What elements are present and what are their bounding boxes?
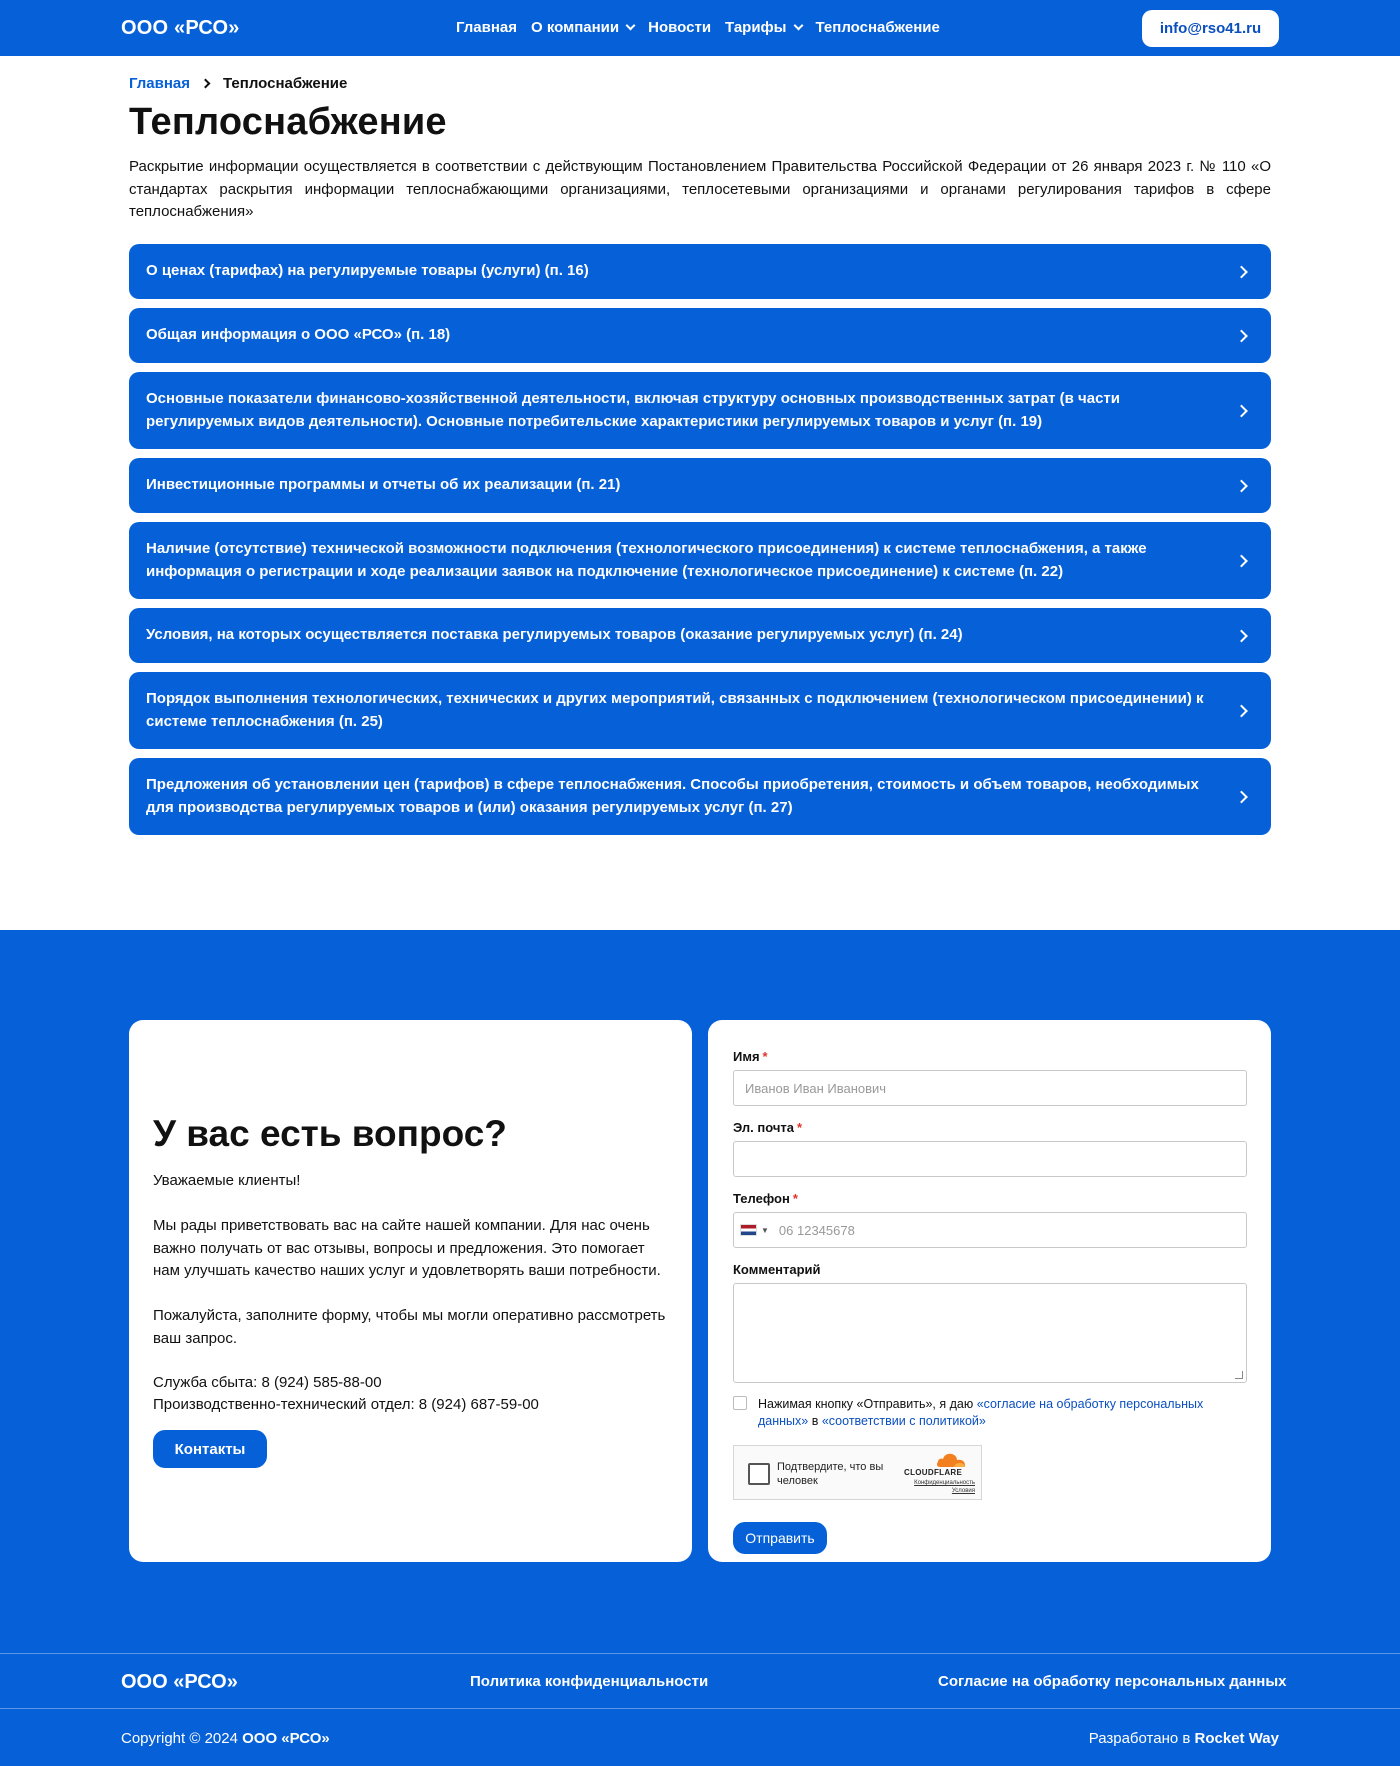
cloudflare-logo-icon: [936, 1452, 966, 1468]
required-mark: *: [792, 1191, 798, 1206]
phone-input[interactable]: [733, 1212, 1247, 1248]
chevron-right-icon: [201, 79, 211, 89]
accordion-item-label: Порядок выполнения технологических, технических и других мероприятий, связанных с подключением (технологическом присоединении) к системе теплоснабжения (п. 25): [146, 690, 1204, 730]
email-input[interactable]: [733, 1141, 1247, 1177]
accordion-item[interactable]: [129, 608, 1271, 663]
required-mark: *: [797, 1120, 803, 1135]
chevron-right-icon: [1235, 265, 1248, 278]
accordion-item[interactable]: [129, 244, 1271, 299]
header-logo[interactable]: ООО «РСО»: [121, 17, 240, 39]
dev-prefix: Разработано в: [1088, 1730, 1195, 1747]
accordion-item[interactable]: [129, 458, 1271, 513]
chevron-down-icon: [626, 20, 636, 30]
accordion-item[interactable]: [129, 672, 1271, 749]
chevron-right-icon: [1235, 790, 1248, 803]
developer-credit: [1089, 1730, 1279, 1747]
copyright: [121, 1730, 330, 1747]
chevron-right-icon: [1235, 629, 1248, 642]
consent-checkbox[interactable]: [733, 1396, 747, 1410]
consent-link[interactable]: «согласие на обработку персональных данных»: [758, 1397, 1204, 1428]
accordion-item[interactable]: [129, 522, 1271, 599]
required-mark: *: [762, 1049, 768, 1064]
policy-link[interactable]: «соответствии с политикой»: [821, 1414, 986, 1428]
question-paragraph: Пожалуйста, заполните форму, чтобы мы могли оперативно рассмотреть ваш запрос.: [153, 1307, 666, 1347]
question-card: [129, 1020, 692, 1562]
captcha-privacy-link[interactable]: Конфиденциальность: [914, 1480, 975, 1486]
chevron-right-icon: [1235, 704, 1248, 717]
captcha-links: [902, 1479, 975, 1495]
captcha-checkbox[interactable]: [748, 1463, 770, 1485]
label-text: Телефон: [733, 1191, 790, 1206]
footer-privacy-link[interactable]: Политика конфиденциальности: [470, 1673, 709, 1690]
breadcrumb-current: Теплоснабжение: [223, 75, 348, 92]
chevron-right-icon: [1235, 479, 1248, 492]
copyright-company: ООО «РСО»: [242, 1730, 330, 1747]
phone-label: [733, 1191, 798, 1206]
name-input[interactable]: Иванов Иван Иванович: [733, 1070, 1247, 1106]
accordion-item[interactable]: [129, 758, 1271, 835]
chevron-down-icon: [793, 20, 803, 30]
nav-item-news[interactable]: [648, 19, 711, 36]
accordion-item-label: Основные показатели финансово-хозяйственной деятельности, включая структуру основных производственных затрат (в части регулируемых видов деятельности). Основные потребительские характеристики регулируемых товаров и услуг (п. 19): [146, 390, 1121, 430]
accordion-item[interactable]: [129, 308, 1271, 363]
email-button[interactable]: info@rso41.ru: [1142, 10, 1279, 47]
accordion-item-label: Общая информация о ООО «РСО» (п. 18): [146, 326, 451, 344]
label-text: Эл. почта: [733, 1120, 795, 1135]
comment-label: Комментарий: [733, 1262, 821, 1277]
breadcrumb-home-link[interactable]: Главная: [129, 75, 191, 92]
contacts-button[interactable]: Контакты: [153, 1430, 267, 1468]
footer-consent-link[interactable]: Согласие на обработку персональных данных: [938, 1673, 1287, 1690]
resize-handle-icon[interactable]: [1235, 1371, 1243, 1379]
submit-button[interactable]: Отправить: [733, 1522, 827, 1554]
consent-prefix: Нажимая кнопку «Отправить», я даю: [758, 1397, 977, 1411]
country-flag-icon[interactable]: [740, 1224, 757, 1236]
footer-divider: [0, 1653, 1400, 1654]
consent-mid: в: [808, 1414, 822, 1428]
accordion-item-label: О ценах (тарифах) на регулируемые товары (услуги) (п. 16): [146, 262, 589, 280]
nav-item-home[interactable]: [456, 19, 517, 36]
label-text: Имя: [733, 1049, 760, 1064]
sales-phone: Служба сбыта: 8 (924) 585-88-00: [153, 1374, 382, 1391]
nav-label: Теплоснабжение: [815, 19, 940, 36]
question-title: У вас есть вопрос?: [153, 1113, 507, 1154]
name-label: [733, 1049, 768, 1064]
question-paragraph: Мы рады приветствовать вас на сайте нашей компании. Для нас очень важно получать от вас отзывы, вопросы и предложения. Это помогает нам улучшать качество наших услуг и удовлетворять ваши потребности.: [153, 1217, 661, 1279]
feedback-form: [708, 1020, 1271, 1562]
site-header: [0, 0, 1400, 56]
copyright-prefix: Copyright © 2024: [121, 1730, 243, 1747]
email-label: [733, 1120, 802, 1135]
chevron-right-icon: [1235, 554, 1248, 567]
captcha-terms-link[interactable]: Условия: [951, 1488, 975, 1494]
main-nav: [456, 19, 940, 36]
accordion-item-label: Условия, на которых осуществляется поставка регулируемых товаров (оказание регулируемых услуг) (п. 24): [146, 626, 963, 644]
developer-link[interactable]: Rocket Way: [1194, 1730, 1279, 1747]
accordion-item[interactable]: [129, 372, 1271, 449]
nav-label: Новости: [648, 19, 712, 36]
chevron-right-icon: [1235, 329, 1248, 342]
accordion-item-label: Предложения об установлении цен (тарифов) в сфере теплоснабжения. Способы приобретения, стоимость и объем товаров, необходимых для производства регулируемых товаров и (или) оказания регулируемых услуг (п. 27): [146, 776, 1199, 816]
nav-label: Главная: [456, 19, 518, 36]
captcha-widget: [733, 1445, 982, 1500]
accordion-item-label: Инвестиционные программы и отчеты об их реализации (п. 21): [146, 476, 621, 494]
phone-placeholder: 06 12345678: [778, 1222, 855, 1238]
comment-textarea[interactable]: [733, 1283, 1247, 1383]
caret-down-icon[interactable]: ▼: [761, 1225, 769, 1235]
nav-label: О компании: [531, 19, 620, 36]
chevron-right-icon: [1235, 404, 1248, 417]
tech-phone: Производственно-технический отдел: 8 (924) 687-59-00: [153, 1396, 539, 1413]
accordion-item-label: Наличие (отсутствие) технической возможности подключения (технологического присоединения) к системе теплоснабжения, а также информация о регистрации и ходе реализации заявок на подключение (технологическое присоединение) к системе (п. 22): [146, 540, 1147, 580]
footer-logo[interactable]: ООО «РСО»: [121, 1671, 238, 1693]
footer-divider: [0, 1708, 1400, 1709]
nav-label: Тарифы: [725, 19, 787, 36]
question-greeting: Уважаемые клиенты!: [153, 1172, 301, 1189]
captcha-text: Подтвердите, что вы человек: [777, 1461, 884, 1487]
intro-text: Раскрытие информации осуществляется в соответствии с действующим Постановлением Правительства Российской Федерации от 26 января 2023 г. № 110 «О стандартах раскрытия информации теплоснабжающими организациями, теплосетевыми организациями и органами регулирования тарифов в сфере теплоснабжения»: [129, 158, 1271, 220]
cloudflare-brand: CLOUDFLARE: [904, 1468, 963, 1477]
breadcrumb: [129, 75, 347, 92]
nav-item-about[interactable]: [531, 19, 634, 36]
nav-item-heat-supply[interactable]: [816, 19, 940, 36]
page-title: Теплоснабжение: [129, 101, 447, 143]
nav-item-tariffs[interactable]: [725, 19, 801, 36]
consent-text: [758, 1396, 1248, 1430]
